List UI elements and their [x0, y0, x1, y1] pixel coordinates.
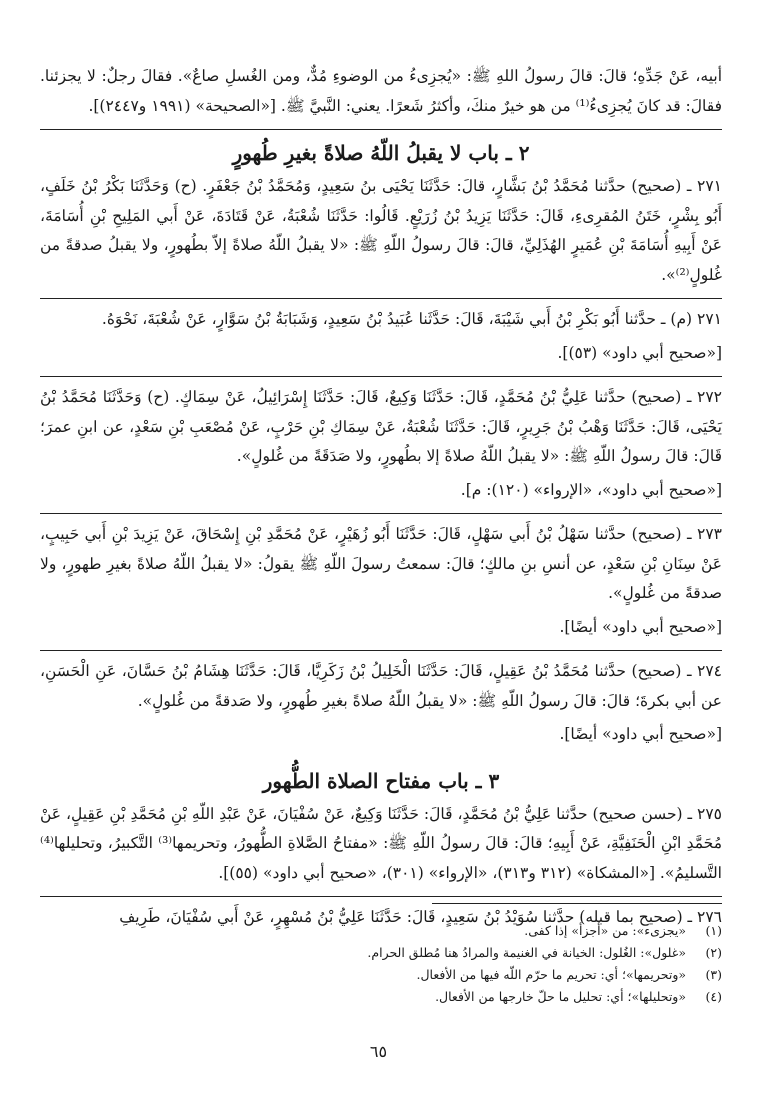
hadith-text: ٢٧٢ ـ (صحيح) حدَّثنا عَلِيُّ بْنُ مُحَمَّدٍ، قَالَ: حَدَّثَنَا وَكِيعٌ، قَالَ: حَدَّثَنَا إِسْرَائِيلُ، عَنْ سِمَاكٍ. (ح) وَحَدَّثَنَا مُحَمَّدُ بْنُ يَحْيَى، قَالَ: حَدَّثَنَا وَهْبُ بْنُ جَرِيرٍ، قَالَ: حَدَّثَنَا شُعْبَةُ، عَنْ سِمَاكِ بْنِ حَرْبٍ، عَنْ مُصْعَبِ بْنِ سَعْدٍ، عن ابنِ عمرَ؛ قَالَ: قالَ رسولُ اللّهِ ﷺ: «لا يقبلُ اللّهُ صلاةً إلا بطُهورٍ، ولا صَدَقَةً من غُلولٍ». [40, 388, 722, 465]
footnote-4 [40, 986, 722, 1008]
footnote-number: (١) [705, 923, 722, 938]
chapter-title-3: ٣ ـ باب مفتاح الصلاة الطُّهور [262, 768, 500, 793]
hadith-reference: [«صحيح أبي داود» أيضًا]. [559, 725, 722, 743]
hadith-text: ٢٧١ (م) ـ حدَّثنا أَبُو بَكْرِ بْنُ أَبي شَيْبَةَ، قَالَ: حَدَّثَنا عُبَيدُ بْنُ سَعِيدٍ، وَشَبَابَةُ بْنُ سَوَّارٍ، عَنْ شُعْبَةَ، نَحْوَهُ. [101, 310, 722, 328]
footnote-text: «وتحليلها»؛ أي: تحليل ما حلّ خارجها من الأفعال. [435, 989, 686, 1004]
hadith-271 [40, 172, 722, 299]
hadith-271m [40, 305, 722, 377]
footnote-3 [40, 964, 722, 986]
footnote-2 [40, 942, 722, 964]
footnote-number: (٢) [705, 945, 722, 960]
hadith-reference: [«صحيح أبي داود» (٥٣)]. [557, 343, 722, 362]
hadith-274 [40, 657, 722, 758]
hadith-272 [40, 383, 722, 514]
hadith-text: ٢٧٥ ـ (حسن صحيح) حدَّثنا عَلِيُّ بْنُ مُحَمَّدٍ، قَالَ: حَدَّثَنَا وَكِيعٌ، عَنْ سُفْيَانَ، عَنْ عَبْدِ اللّهِ بْنِ مُحَمَّدِ بْنِ عَقِيلٍ، عَنْ مُحَمَّدِ ابْنِ الْحَنَفِيَّةِ، عَنْ أَبِيهِ؛ قالَ: قالَ رسولُ اللّهِ ﷺ: «مفتاحُ الصَّلاةِ الطُّهورُ، وتحريمها⁽³⁾ التَّكبيرُ، وتحليلها⁽⁴⁾ التَّسليمُ». [«المشكاة» (٣١٢ و٣١٣)، «الإرواء» (٣٠١)، «صحيح أبي داود» (٥٥)]. [40, 804, 722, 882]
page-number: ٦٥ [369, 1042, 388, 1061]
footnote-text: «وتحريمها»؛ أي: تحريم ما حرّم اللّه فيها من الأفعال. [416, 967, 686, 982]
hadith-text: ٢٧٤ ـ (صحيح) حدَّثنا مُحَمَّدُ بْنُ عَقِيلٍ، قَالَ: حَدَّثَنَا الْخَلِيلُ بْنُ زَكَرِيَّا، قَالَ: حَدَّثَنَا هِشَامُ بْنُ حَسَّانَ، عَنِ الْحَسَنِ، عن أبي بكرةَ؛ قالَ: قالَ رسولُ اللّهِ ﷺ: «لا يقبلُ اللّهُ صلاةً بغيرِ طُهورٍ، ولا صَدقةً من غُلولٍ». [40, 662, 722, 710]
chapter-title-2: ٢ ـ باب لا يقبلُ اللّهُ صلاةً بغيرِ طُهورٍ [232, 141, 530, 165]
footnote-divider [432, 903, 722, 904]
hadith-reference: [«صحيح أبي داود» أيضًا]. [559, 617, 722, 636]
footnote-text: «يجزىء»: من «أجزأ» إذا كفى. [524, 923, 686, 938]
intro-block [40, 62, 722, 130]
footnote-text: «غلول»: الغُلول: الخيانة في الغنيمة والمرادُ هنا مُطلق الحرام. [367, 945, 686, 960]
hadith-text: ٢٧١ ـ (صحيح) حدَّثنا مُحَمَّدُ بْنُ بَشَّارٍ، قالَ: حَدَّثَنَا يَحْيَى بنُ سَعِيدٍ، وَمُحَمَّدُ بْنُ جَعْفَرٍ. (ح) وَحَدَّثَنَا بَكْرُ بْنُ خَلَفٍ، أَبُو بِشْرٍ، خَتَنُ المُقرِىءِ، قَالَ: حَدَّثَنَا يَزِيدُ بْنُ زُرَيْعٍ. قَالُوا: حَدَّثَنَا شُعْبَةُ، عَنْ قَتَادَةَ، عَنْ أَبي المَلِيحِ بْنِ أُسَامَةَ، عَنْ أَبِيهِ أُسَامَةَ بْنِ عُمَيرٍ الهُذَلِيِّ، قالَ: قالَ رسولُ اللّهِ ﷺ: «لا يقبلُ اللّهُ صلاةً إلاّ بطُهورٍ، ولا يقبلُ صدقةً من غُلولٍ⁽²⁾». [40, 177, 722, 284]
hadith-275 [40, 800, 722, 898]
hadith-reference: [«صحيح أبي داود»، «الإرواء» (١٢٠): م]. [460, 480, 722, 499]
hadith-273 [40, 520, 722, 651]
footnote-1 [40, 920, 722, 942]
hadith-text: ٢٧٦ ـ (صحيح بما قبله) حدَّثنا سُوَيْدُ بْنُ سَعِيدٍ، قَالَ: حَدَّثَنَا عَلِيُّ بْنُ مُسْهِرٍ، عَنْ أَبي سُفْيَانَ، طَرِيفِ [119, 908, 722, 926]
footnotes [40, 920, 722, 1008]
footnote-number: (٣) [705, 967, 722, 982]
intro-paragraph: أبيه، عَنْ جَدِّهِ؛ قالَ: قالَ رسولُ اللهِ ﷺ: «يُجزِىءُ من الوضوءِ مُدٌّ، ومن الغُسلِ صاعٌ». فقالَ رجلٌ: لا يجزئنا. فقالَ: قد كانَ يُجزِىءُ⁽¹⁾ من هو خيرٌ منكَ، وأكثرُ شَعرًا. يعني: النَّبيَّ ﷺ. [«الصحيحة» (١٩٩١ و٢٤٤٧)]. [40, 67, 722, 115]
hadith-text: ٢٧٣ ـ (صحيح) حدَّثنا سَهْلُ بْنُ أَبي سَهْلٍ، قَالَ: حَدَّثَنَا أَبُو زُهَيْرٍ، عَنْ مُحَمَّدِ بْنِ إِسْحَاقَ، عَنْ يَزِيدَ بْنِ أَبي حَبِيبٍ، عَنْ سِنَانِ بْنِ سَعْدٍ، عن أنسِ بنِ مالكٍ؛ قالَ: سمعتُ رسولَ اللّهِ ﷺ يقولُ: «لا يقبلُ اللّهُ صلاةً بغيرِ طهورٍ، ولا صدقةً من غُلولٍ». [40, 525, 722, 602]
page-body [40, 62, 722, 947]
footnote-number: (٤) [705, 989, 722, 1004]
